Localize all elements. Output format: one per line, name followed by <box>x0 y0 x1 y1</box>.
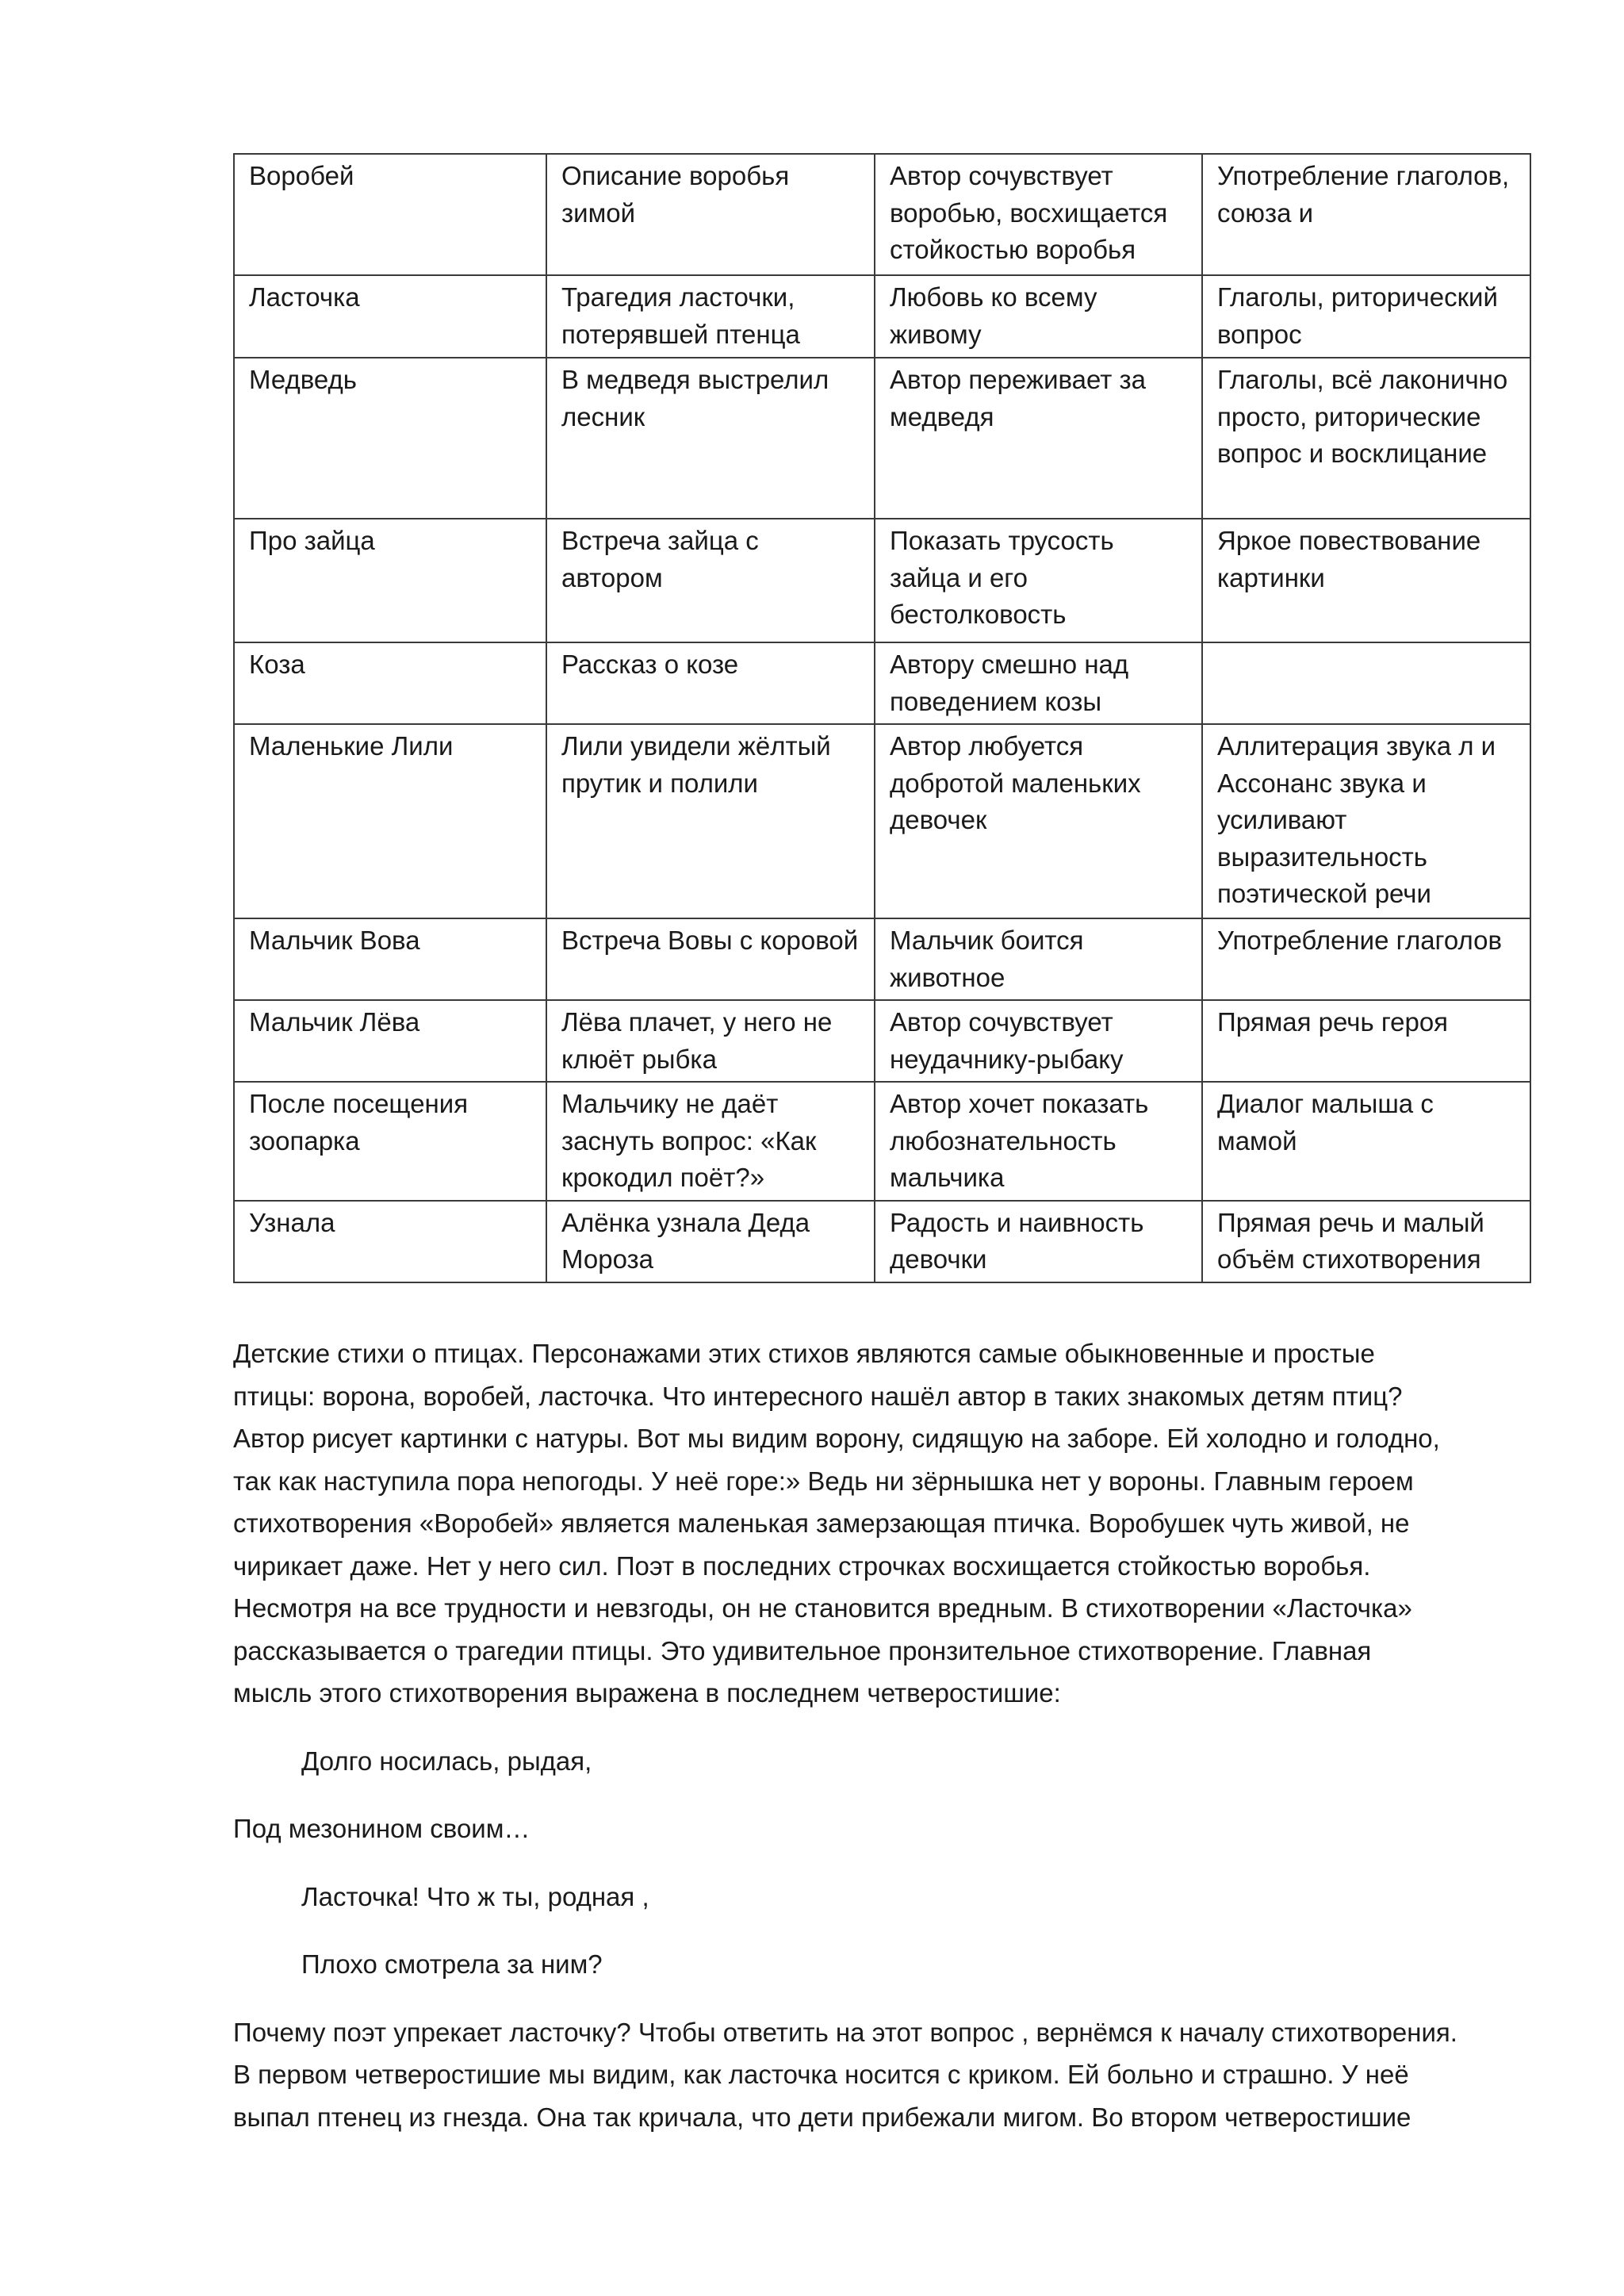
table-cell: Автор хочет показать любознательность мальчика <box>875 1082 1202 1201</box>
table-cell: Мальчик Лёва <box>234 1000 546 1082</box>
table-cell: Воробей <box>234 154 546 275</box>
table-cell: Радость и наивность девочки <box>875 1201 1202 1282</box>
table-cell: Глаголы, всё лаконично просто, риторические вопрос и восклицание <box>1202 358 1530 519</box>
text-line: чирикает даже. Нет у него сил. Поэт в последних строчках восхищается стойкостью воробья. <box>233 1550 1371 1581</box>
table-cell: Автор сочувствует неудачнику-рыбаку <box>875 1000 1202 1082</box>
verse-line: Под мезонином своим… <box>233 1814 530 1843</box>
table-cell: Автор переживает за медведя <box>875 358 1202 519</box>
table-cell: Показать трусость зайца и его бестолковость <box>875 519 1202 642</box>
text-line: стихотворения «Воробей» является маленькая замерзающая птичка. Воробушек чуть живой, не <box>233 1508 1410 1538</box>
table-row <box>234 519 1530 642</box>
table-cell: Трагедия ласточки, потерявшей птенца <box>546 275 875 358</box>
table-cell: Диалог малыша с мамой <box>1202 1082 1530 1201</box>
table-cell: Автору смешно над поведением козы <box>875 642 1202 724</box>
table-cell: Яркое повествование картинки <box>1202 519 1530 642</box>
table-cell: Встреча зайца с автором <box>546 519 875 642</box>
text-line: мысль этого стихотворения выражена в последнем четверостишие: <box>233 1678 1061 1708</box>
table-row <box>234 1201 1530 1282</box>
table-cell: Маленькие Лили <box>234 724 546 918</box>
table-row <box>234 1082 1530 1201</box>
table-cell: После посещения зоопарка <box>234 1082 546 1201</box>
table-cell: Ласточка <box>234 275 546 358</box>
table-cell: Узнала <box>234 1201 546 1282</box>
poem-analysis-table <box>233 153 1531 1283</box>
table-cell: Описание воробья зимой <box>546 154 875 275</box>
table-cell: Глаголы, риторический вопрос <box>1202 275 1530 358</box>
table-cell: Автор сочувствует воробью, восхищается стойкостью воробья <box>875 154 1202 275</box>
text-line: Несмотря на все трудности и невзгоды, он не становится вредным. В стихотворении «Ласточка» <box>233 1593 1412 1623</box>
table-cell: Медведь <box>234 358 546 519</box>
table-cell: Любовь ко всему живому <box>875 275 1202 358</box>
table-row <box>234 275 1530 358</box>
table-row <box>234 642 1530 724</box>
table-cell: Прямая речь и малый объём стихотворения <box>1202 1201 1530 1282</box>
table-row <box>234 1000 1530 1082</box>
table-cell: Встреча Вовы с коровой <box>546 918 875 1000</box>
table-cell <box>1202 642 1530 724</box>
verse-line: Долго носилась, рыдая, <box>301 1746 592 1776</box>
table-cell: В медведя выстрелил лесник <box>546 358 875 519</box>
table-cell: Употребление глаголов, союза и <box>1202 154 1530 275</box>
table-cell: Коза <box>234 642 546 724</box>
text-line: птицы: ворона, воробей, ласточка. Что интересного нашёл автор в таких знакомых детям птиц? <box>233 1381 1403 1411</box>
text-line: Детские стихи о птицах. Персонажами этих стихов являются самые обыкновенные и простые <box>233 1339 1375 1368</box>
table-cell: Употребление глаголов <box>1202 918 1530 1000</box>
essay-paragraph <box>233 2011 1549 2139</box>
text-line: выпал птенец из гнезда. Она так кричала, что дети прибежали мигом. Во втором четверостишие <box>233 2102 1411 2132</box>
essay-text <box>233 1332 1549 2138</box>
table-cell: Прямая речь героя <box>1202 1000 1530 1082</box>
text-line: Автор рисует картинки с натуры. Вот мы видим ворону, сидящую на заборе. Ей холодно и голодно, <box>233 1424 1440 1453</box>
table-cell: Мальчик боится животное <box>875 918 1202 1000</box>
text-line: так как наступила пора непогоды. У неё горе:» Ведь ни зёрнышка нет у вороны. Главным героем <box>233 1466 1414 1496</box>
table-cell: Про зайца <box>234 519 546 642</box>
text-line: рассказывается о трагедии птицы. Это удивительное пронзительное стихотворение. Главная <box>233 1635 1372 1665</box>
table-row <box>234 918 1530 1000</box>
table-cell: Лёва плачет, у него не клюёт рыбка <box>546 1000 875 1082</box>
table-cell: Мальчик Вова <box>234 918 546 1000</box>
text-line: Почему поэт упрекает ласточку? Чтобы ответить на этот вопрос , вернёмся к началу стихотворения. <box>233 2017 1457 2047</box>
table-cell: Аллитерация звука л и Ассонанс звука и усиливают выразительность поэтической речи <box>1202 724 1530 918</box>
table-row <box>234 358 1530 519</box>
table-cell: Лили увидели жёлтый прутик и полили <box>546 724 875 918</box>
table-cell: Автор любуется добротой маленьких девочек <box>875 724 1202 918</box>
table-cell: Рассказ о козе <box>546 642 875 724</box>
essay-paragraph <box>233 1332 1549 1715</box>
table-row <box>234 724 1530 918</box>
table-cell: Алёнка узнала Деда Мороза <box>546 1201 875 1282</box>
text-line: В первом четверостишие мы видим, как ласточка носится с криком. Ей больно и страшно. У неё <box>233 2060 1409 2089</box>
verse-line: Плохо смотрела за ним? <box>301 1949 603 1979</box>
table-cell: Мальчику не даёт заснуть вопрос: «Как крокодил поёт?» <box>546 1082 875 1201</box>
table-row <box>234 154 1530 275</box>
verse-line: Ласточка! Что ж ты, родная , <box>301 1881 649 1911</box>
